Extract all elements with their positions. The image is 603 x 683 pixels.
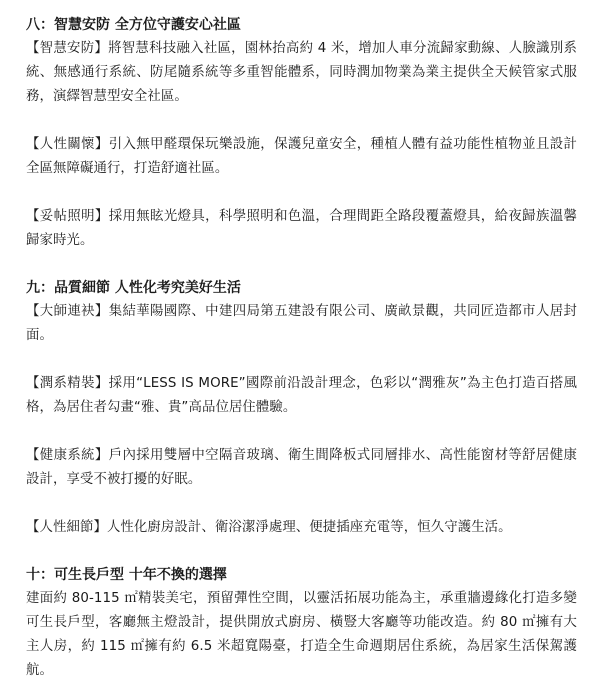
spacer <box>26 420 577 444</box>
section-heading-10: 十：可生長戶型 十年不換的選擇 <box>26 567 227 583</box>
paragraph-floor-plan: 建面約 80-115 ㎡精裝美宅，預留彈性空間，以靈活拓展功能為主，承重牆邊緣化打造多變可生長戶型，客廳無主燈設計，提供開放式廚房、橫豎大客廳等功能改造。約 80 ㎡擁有大主人房，約 115 ㎡擁有約 6.5 米超寬陽臺，打造全生命週期居住系統，為居家生活保駕護航。 <box>26 591 577 678</box>
spacer <box>26 181 577 205</box>
paragraph-health-system: 【健康系統】戶內採用雙層中空隔音玻璃、衛生間降板式同層排水、高性能窗材等舒居健康設計，享受不被打擾的好眠。 <box>26 448 577 487</box>
paragraph-smart-security: 【智慧安防】將智慧科技融入社區，園林抬高約 4 米，增加人車分流歸家動線、人臉識別系統、無感通行系統、防尾隨系統等多重智能體系，同時潤加物業為業主提供全天候管家式服務，演繹智慧型安全社區。 <box>26 41 577 104</box>
section-heading-9: 九：品質細節 人性化考究美好生活 <box>26 280 241 296</box>
paragraph-humane-care: 【人性關懷】引入無甲醛環保玩樂設施，保護兒童安全，種植人體有益功能性植物並且設計全區無障礙通行，打造舒適社區。 <box>26 137 577 176</box>
paragraph-refined-decoration: 【潤系精裝】採用“LESS IS MORE”國際前沿設計理念，色彩以“潤雅灰”為主色打造百搭風格，為居住者勾畫“雅、貴”高品位居住體驗。 <box>26 376 577 415</box>
section-heading-8: 八：智慧安防 全方位守護安心社區 <box>26 17 241 33</box>
spacer <box>26 492 577 516</box>
spacer <box>26 540 577 563</box>
spacer <box>26 253 577 276</box>
paragraph-masters: 【大師連袂】集結華陽國際、中建四局第五建設有限公司、廣畝景觀，共同匠造都市人居封面。 <box>26 304 577 343</box>
spacer <box>26 348 577 372</box>
paragraph-lighting: 【妥帖照明】採用無眩光燈具，科學照明和色溫，合理間距全路段覆蓋燈具，給夜歸族溫馨歸家時光。 <box>26 209 577 248</box>
spacer <box>26 109 577 133</box>
paragraph-humane-details: 【人性細節】人性化廚房設計、衛浴潔淨處理、便捷插座充電等，恒久守護生活。 <box>26 520 512 535</box>
